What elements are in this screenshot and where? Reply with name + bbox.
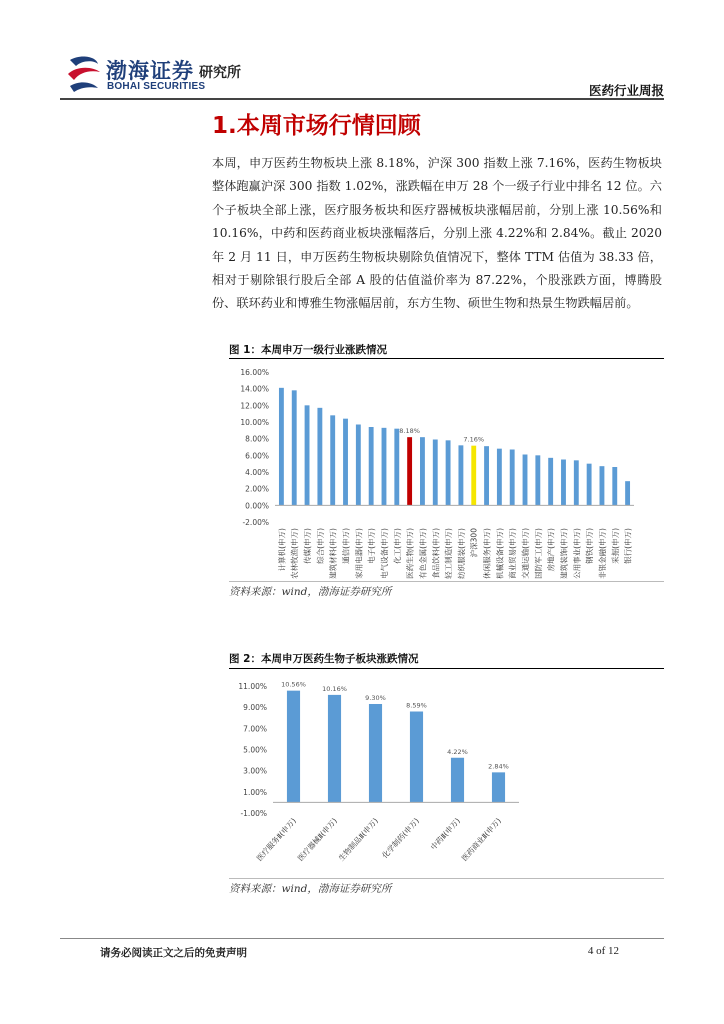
y-tick-label: -1.00% (240, 809, 267, 818)
bar-22 (548, 458, 553, 506)
category-label: 国防军工(申万) (533, 528, 543, 579)
y-tick-label: 12.00% (240, 401, 269, 411)
category-label: 采掘(申万) (610, 528, 620, 564)
y-tick-label: 0.00% (245, 501, 269, 511)
bar-25 (587, 464, 592, 506)
bar-11 (407, 437, 412, 505)
subsector-bar-chart (229, 670, 529, 878)
bar-20 (523, 455, 528, 506)
data-label: 2.84% (488, 762, 509, 771)
category-label: 沪深300 (469, 528, 479, 558)
disclaimer-link[interactable]: 请务必阅读正文之后的免责声明 (100, 947, 247, 959)
category-label: 中药Ⅱ(申万) (428, 816, 462, 852)
bar-1 (279, 388, 284, 505)
bar-16 (471, 446, 476, 506)
figure1-source: 资料来源：wind，渤海证券研究所 (229, 586, 392, 598)
bar-4 (317, 408, 322, 505)
report-type: 医药行业周报 (588, 83, 664, 98)
category-label: 休闲服务(申万) (482, 528, 492, 579)
category-label: 公用事业(申万) (572, 528, 582, 579)
y-tick-label: 3.00% (243, 766, 267, 776)
category-label: 钢铁(申万) (585, 528, 595, 564)
figure1-title: 图 1：本周申万一级行业涨跌情况 (229, 344, 387, 356)
bar-8 (369, 427, 374, 505)
market-review-paragraph: 本周，申万医药生物板块上涨 8.18%，沪深 300 指数上涨 7.16%，医药生物板块整体跑赢沪深 300 指数 1.02%，涨跌幅在申万 28 个一级子行业中排名 12 位。六个子板块全部上涨，医疗服务板块和医疗器械板块涨幅居前，分别上涨 10.56%和 10.16%，中药和医药商业板块涨幅落后，分别上涨 4.22%和 2.84%。截止 2020 年 2 月 11 日，申万医药生物板块剔除负值情况下，整体 TTM 估值为 38.33 倍，相对于剔除银行股后全部 A 股的估值溢价率为 87.22%，个股涨跌方面，博腾股份、联环药业和博雅生物涨幅居前，东方生物、硕世生物和热景生物跌幅居前。 (212, 156, 662, 311)
bar-21 (535, 455, 540, 505)
category-label: 计算机(申万) (277, 528, 287, 572)
category-label: 综合(申万) (315, 528, 325, 564)
data-label: 8.18% (399, 427, 420, 436)
bar-15 (458, 445, 463, 505)
bar-10 (394, 429, 399, 506)
category-label: 商业贸易(申万) (508, 528, 518, 579)
category-label: 银行(申万) (623, 528, 633, 564)
y-tick-label: 10.00% (240, 418, 269, 427)
bohai-logo-icon (66, 54, 102, 92)
category-label: 电气设备(申万) (379, 528, 389, 579)
bar-7 (356, 425, 361, 506)
category-label: 机械设备(申万) (495, 528, 505, 579)
bar-3 (305, 405, 310, 505)
header-divider (60, 98, 664, 100)
page-number: 4 of 12 (587, 945, 619, 957)
category-label: 有色金属(申万) (418, 528, 428, 579)
data-label: 9.30% (365, 693, 386, 702)
data-label: 8.59% (406, 701, 427, 710)
y-tick-label: 1.00% (243, 787, 267, 797)
y-tick-label: 6.00% (245, 451, 269, 461)
y-tick-label: 9.00% (243, 703, 267, 713)
y-tick-label: 16.00% (240, 368, 269, 377)
bar-26 (600, 466, 605, 505)
bar-9 (382, 428, 387, 506)
bar-28 (625, 481, 630, 505)
category-label: 家用电器(申万) (354, 528, 364, 579)
category-label: 化学制药(申万) (380, 816, 421, 861)
bar-2 (328, 695, 341, 803)
category-label: 房地产(申万) (546, 528, 556, 572)
bar-27 (612, 467, 617, 505)
y-tick-label: -2.00% (242, 518, 269, 527)
data-label: 10.56% (281, 680, 306, 689)
bar-18 (497, 449, 502, 506)
data-label: 7.16% (463, 435, 485, 444)
data-label: 10.16% (322, 684, 347, 693)
bar-17 (484, 446, 489, 505)
category-label: 食品饮料(申万) (431, 528, 441, 579)
bar-6 (343, 419, 348, 506)
figure2-bottom-rule (229, 878, 664, 879)
figure2-chart (229, 670, 529, 878)
bar-6 (492, 772, 505, 802)
category-label: 非银金融(申万) (597, 528, 607, 579)
y-tick-label: 2.00% (245, 484, 269, 494)
bar-14 (446, 440, 451, 505)
category-label: 化工(申万) (392, 528, 402, 564)
category-label: 轻工制造(申万) (444, 528, 454, 579)
figure1-top-rule (229, 358, 664, 359)
y-tick-label: 8.00% (245, 434, 269, 444)
category-label: 医疗器械Ⅱ(申万) (295, 816, 339, 863)
category-label: 农林牧渔(申万) (290, 528, 300, 579)
category-label: 建筑装饰(申万) (559, 528, 569, 579)
category-label: 医疗服务Ⅱ(申万) (254, 816, 298, 863)
category-label: 传媒(申万) (303, 528, 313, 564)
bar-2 (292, 390, 297, 505)
logo-english-name: BOHAI SECURITIES (107, 81, 206, 92)
bar-1 (287, 691, 300, 803)
category-label: 建筑材料(申万) (328, 528, 338, 579)
bar-23 (561, 460, 566, 506)
y-tick-label: 14.00% (240, 384, 269, 394)
industry-bar-chart (229, 360, 649, 580)
bar-19 (510, 450, 515, 506)
bar-5 (451, 758, 464, 803)
y-tick-label: 4.00% (245, 468, 269, 477)
institute-label: 研究所 (199, 65, 241, 81)
bar-4 (410, 712, 423, 803)
y-tick-label: 7.00% (243, 724, 267, 734)
bar-3 (369, 704, 382, 802)
figure2-title: 图 2：本周申万医药生物子板块涨跌情况 (229, 653, 419, 665)
category-label: 通信(申万) (341, 528, 351, 564)
category-label: 医药生物(申万) (405, 528, 415, 579)
bar-13 (433, 440, 438, 506)
footer-divider (60, 938, 664, 939)
category-label: 电子(申万) (367, 528, 377, 564)
figure2-source: 资料来源：wind，渤海证券研究所 (229, 883, 392, 895)
category-label: 交通运输(申万) (521, 528, 531, 579)
bar-5 (330, 415, 335, 505)
logo-chinese-name: 渤海证券 (106, 58, 194, 83)
figure2-top-rule (229, 668, 664, 669)
y-tick-label: 11.00% (238, 682, 267, 691)
bar-24 (574, 460, 579, 505)
category-label: 纺织服装(申万) (456, 528, 466, 579)
category-label: 生物制品Ⅱ(申万) (336, 816, 380, 863)
data-label: 4.22% (447, 747, 468, 756)
section-title: 1.本周市场行情回顾 (212, 113, 421, 139)
bar-12 (420, 437, 425, 505)
figure1-bottom-rule (229, 581, 664, 582)
category-label: 医药商业Ⅱ(申万) (459, 816, 503, 863)
figure1-chart (229, 360, 649, 580)
y-tick-label: 5.00% (243, 745, 267, 755)
